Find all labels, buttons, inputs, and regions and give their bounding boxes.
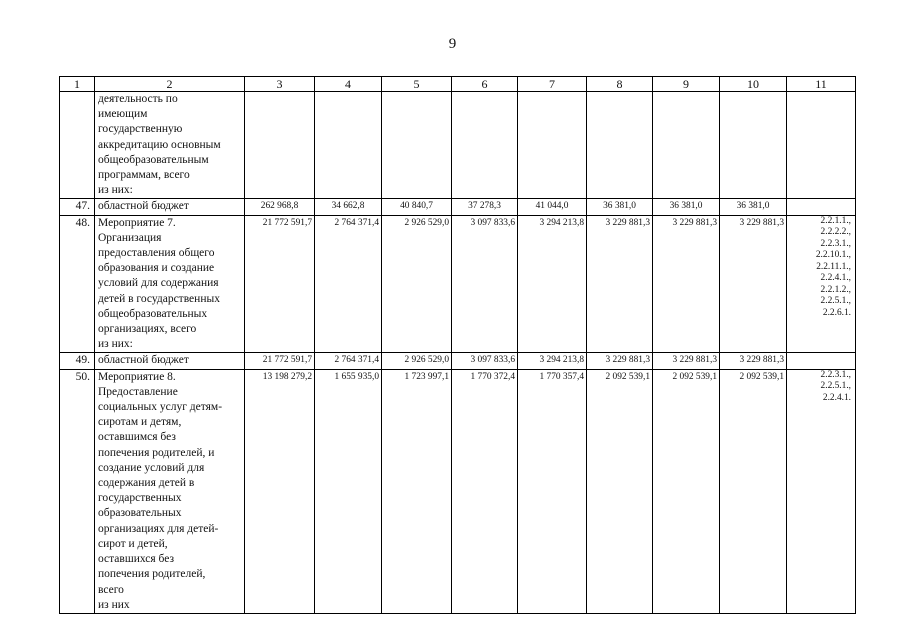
table-row [60, 353, 856, 369]
description-line: государственную [98, 123, 183, 136]
indicator-codes [787, 353, 856, 369]
value-cell: 41 044,0 [518, 199, 587, 215]
description-line: попечения родителей, [98, 568, 206, 581]
description-line: попечения родителей, и [98, 446, 215, 459]
row-number: 50. [60, 369, 95, 613]
description-line: организациях, всего [98, 323, 197, 336]
value-cell: 2 764 371,4 [315, 215, 382, 353]
description-line: предоставления общего [98, 247, 215, 260]
description-line: из них: [98, 338, 133, 351]
value-cell: 34 662,8 [315, 199, 382, 215]
value-cell: 37 278,3 [452, 199, 518, 215]
description-line: областной бюджет [98, 354, 189, 367]
description-line: Мероприятие 8. [98, 370, 176, 383]
description-line: оставшихся без [98, 553, 175, 566]
value-cell: 2 926 529,0 [382, 215, 452, 353]
value-cell: 36 381,0 [720, 199, 787, 215]
value-cell: 3 229 881,3 [587, 215, 653, 353]
description-line: сиротам и детям, [98, 416, 182, 429]
description-line: организациях для детей- [98, 522, 219, 535]
indicator-codes [787, 215, 856, 353]
value-cell: 3 097 833,6 [452, 353, 518, 369]
row-number: 48. [60, 215, 95, 353]
value-cell [382, 92, 452, 199]
header-cell: 2 [95, 77, 245, 92]
value-cell: 3 229 881,3 [653, 353, 720, 369]
header-cell: 8 [587, 77, 653, 92]
row-description [95, 215, 245, 353]
description-line: деятельность по [98, 93, 178, 105]
value-cell: 2 926 529,0 [382, 353, 452, 369]
page-number: 9 [448, 36, 457, 52]
header-cell: 1 [60, 77, 95, 92]
table-row [60, 369, 856, 613]
value-cell [315, 92, 382, 199]
description-line: Предоставление [98, 385, 178, 398]
row-description [95, 92, 245, 199]
value-cell: 2 092 539,1 [653, 369, 720, 613]
description-line: государственных [98, 492, 182, 505]
value-cell: 40 840,7 [382, 199, 452, 215]
header-cell: 7 [518, 77, 587, 92]
value-cell: 1 770 372,4 [452, 369, 518, 613]
header-cell: 3 [245, 77, 315, 92]
header-cell: 5 [382, 77, 452, 92]
value-cell: 3 229 881,3 [653, 215, 720, 353]
description-line: программам, всего [98, 169, 190, 182]
codes-text: 2.2.3.1., 2.2.5.1., 2.2.4.1. [820, 369, 851, 403]
value-cell: 2 764 371,4 [315, 353, 382, 369]
value-cell: 1 723 997,1 [382, 369, 452, 613]
description-line: аккредитацию основным [98, 138, 221, 151]
table-body [60, 92, 856, 614]
table-row [60, 199, 856, 215]
value-cell: 13 198 279,2 [245, 369, 315, 613]
value-cell: 262 968,8 [245, 199, 315, 215]
value-cell [452, 92, 518, 199]
description-line: содержания детей в [98, 477, 195, 490]
budget-table [59, 76, 856, 614]
description-line: детей в государственных [98, 292, 220, 305]
header-cell: 9 [653, 77, 720, 92]
header-cell: 6 [452, 77, 518, 92]
description-line: оставшимся без [98, 431, 176, 444]
table-row [60, 215, 856, 353]
value-cell: 3 294 213,8 [518, 353, 587, 369]
description-line: общеобразовательным [98, 153, 209, 166]
description-line: из них [98, 598, 130, 611]
value-cell: 3 229 881,3 [720, 215, 787, 353]
value-cell [720, 92, 787, 199]
value-cell: 36 381,0 [587, 199, 653, 215]
description-line: Мероприятие 7. [98, 216, 176, 229]
description-line: сирот и детей, [98, 537, 168, 550]
description-line: всего [98, 583, 124, 596]
codes-text: 2.2.1.1., 2.2.2.2., 2.2.3.1., 2.2.10.1., 2.2.11.1., 2.2.4.1., 2.2.1.2., 2.2.5.1., 2.2.6.1. [815, 215, 851, 318]
header-row [60, 77, 856, 92]
indicator-codes [787, 92, 856, 199]
row-description [95, 199, 245, 215]
value-cell [245, 92, 315, 199]
value-cell: 3 294 213,8 [518, 215, 587, 353]
header-cell: 11 [787, 77, 856, 92]
value-cell [587, 92, 653, 199]
value-cell: 2 092 539,1 [720, 369, 787, 613]
description-line: создание условий для [98, 461, 205, 474]
value-cell: 2 092 539,1 [587, 369, 653, 613]
description-line: областной бюджет [98, 200, 189, 213]
value-cell: 3 229 881,3 [720, 353, 787, 369]
row-number: 49. [60, 353, 95, 369]
value-cell: 3 097 833,6 [452, 215, 518, 353]
value-cell: 36 381,0 [653, 199, 720, 215]
description-line: Организация [98, 231, 162, 244]
row-number [60, 92, 95, 199]
value-cell: 21 772 591,7 [245, 353, 315, 369]
row-description [95, 369, 245, 613]
table-row [60, 92, 856, 199]
description-line: социальных услуг детям- [98, 401, 223, 414]
description-line: образовательных [98, 507, 182, 520]
value-cell: 21 772 591,7 [245, 215, 315, 353]
description-line: общеобразовательных [98, 307, 208, 320]
row-description [95, 353, 245, 369]
description-line: образования и создание [98, 262, 215, 275]
header-cell: 4 [315, 77, 382, 92]
value-cell: 1 655 935,0 [315, 369, 382, 613]
value-cell: 1 770 357,4 [518, 369, 587, 613]
description-line: условий для содержания [98, 277, 219, 290]
description-line: из них: [98, 184, 133, 197]
description-line: имеющим [98, 108, 148, 121]
row-number: 47. [60, 199, 95, 215]
value-cell: 3 229 881,3 [587, 353, 653, 369]
header-cell: 10 [720, 77, 787, 92]
value-cell [518, 92, 587, 199]
indicator-codes [787, 369, 856, 613]
value-cell [653, 92, 720, 199]
indicator-codes [787, 199, 856, 215]
